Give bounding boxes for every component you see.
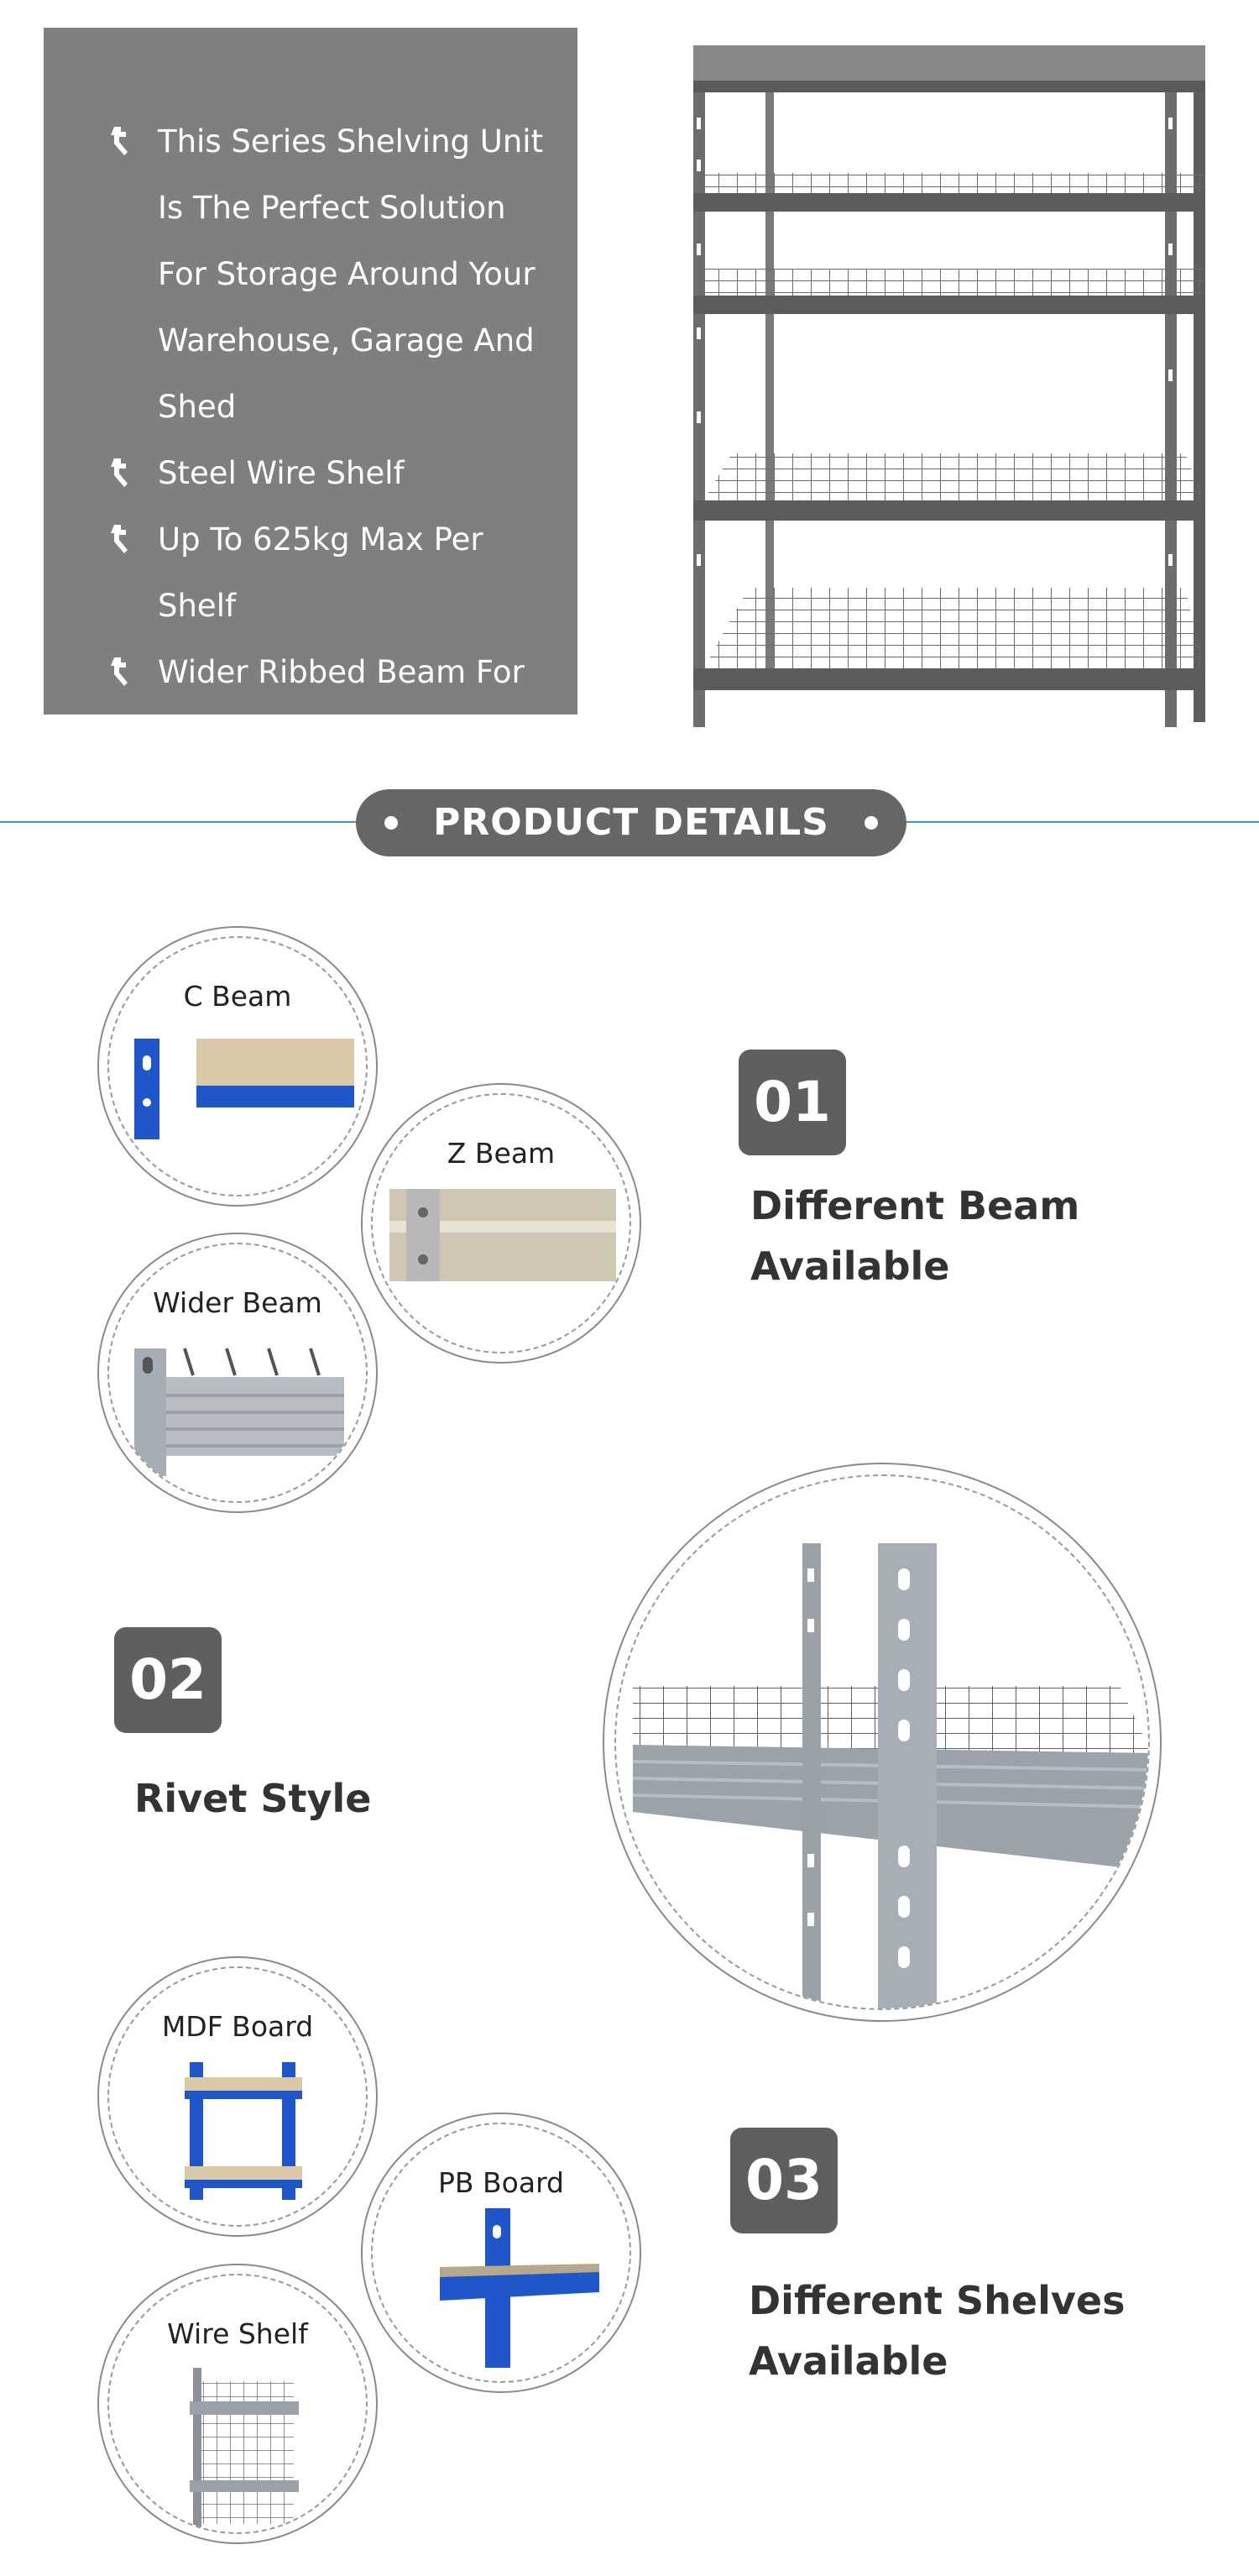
rivet-style-image <box>616 1476 1150 2010</box>
shelves-caption-line2: Available <box>749 2338 948 2384</box>
feature-text: Steel Wire Shelf <box>158 455 405 491</box>
mdf-board-image <box>109 1968 368 2227</box>
feature-list <box>67 108 562 772</box>
wrench-icon <box>109 457 138 489</box>
feature-text: This Series Shelving Unit Is The Perfect Solution For Storage Around Your Warehouse, Garage And Shed <box>158 123 544 425</box>
wire-shelf-image <box>109 2275 368 2534</box>
section-title: PRODUCT DETAILS <box>433 801 829 844</box>
shelf-option-pb-board <box>361 2113 641 2393</box>
feature-item <box>67 108 562 440</box>
rivet-caption: Rivet Style <box>134 1776 372 1821</box>
circle-label: MDF Board <box>161 2010 314 2043</box>
beam-option-z-beam <box>361 1083 641 1364</box>
circle-label: C Beam <box>183 980 292 1013</box>
shelving-unit-image <box>682 34 1219 739</box>
wrench-icon <box>109 523 138 555</box>
feature-item <box>67 639 562 772</box>
c-beam-image <box>109 938 368 1196</box>
pb-board-image <box>373 2124 631 2383</box>
rivet-style-photo-frame <box>603 1463 1162 2022</box>
circle-label: Z Beam <box>447 1137 556 1170</box>
z-beam-image <box>373 1095 631 1353</box>
beams-caption: Different Beam Available <box>750 1183 1080 1289</box>
wider-beam-image <box>109 1244 368 1503</box>
feature-text: Wider Ribbed Beam For Extra Stength <box>158 654 525 757</box>
circle-label: PB Board <box>437 2166 564 2199</box>
beam-option-wider-beam <box>97 1233 378 1513</box>
section-header <box>356 789 906 856</box>
shelf-option-wire-shelf <box>97 2264 378 2544</box>
feature-item <box>67 440 562 506</box>
step-badge-02: 02 <box>114 1627 222 1733</box>
dot-icon <box>865 816 878 830</box>
wrench-icon <box>109 125 138 157</box>
shelves-caption-line1: Different Shelves <box>749 2278 1126 2323</box>
feature-item <box>67 506 562 639</box>
shelf-option-mdf-board <box>97 1956 378 2237</box>
step-badge-03: 03 <box>730 2128 838 2233</box>
circle-label: Wider Beam <box>153 1286 322 1319</box>
feature-text: Up To 625kg Max Per Shelf <box>158 521 483 624</box>
circle-label: Wire Shelf <box>167 2317 308 2350</box>
feature-panel <box>44 28 577 757</box>
beam-option-c-beam <box>97 926 378 1207</box>
wrench-icon <box>109 656 138 688</box>
step-badge-01: 01 <box>739 1050 846 1155</box>
